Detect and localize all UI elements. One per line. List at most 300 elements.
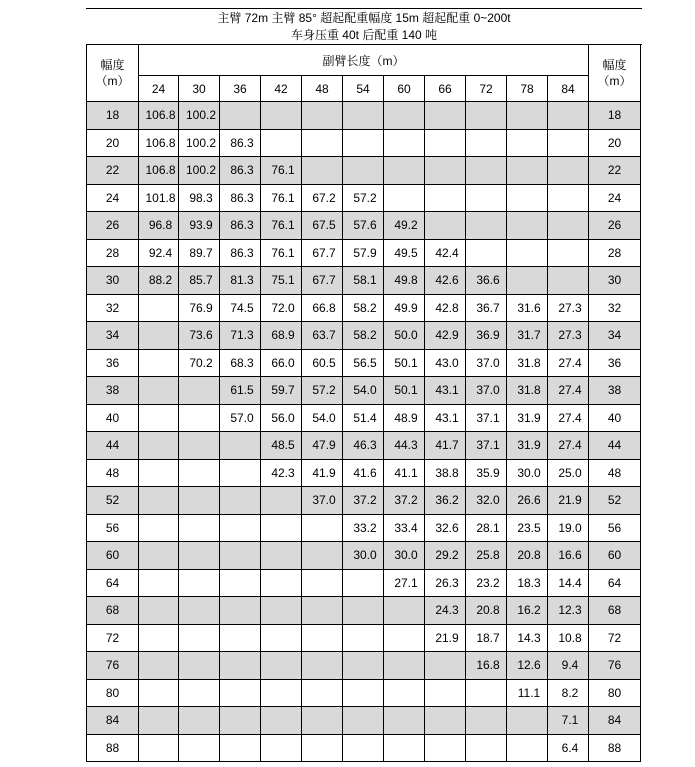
radius-left: 36 [87, 349, 139, 377]
load-cell [179, 514, 220, 542]
load-cell: 59.7 [261, 377, 302, 405]
radius-left: 34 [87, 322, 139, 350]
load-cell [302, 157, 343, 185]
load-cell: 85.7 [179, 267, 220, 295]
radius-right: 30 [589, 267, 641, 295]
load-cell: 57.2 [343, 184, 384, 212]
load-cell: 68.3 [220, 349, 261, 377]
load-cell [139, 569, 179, 597]
load-cell: 58.1 [343, 267, 384, 295]
load-cell [384, 157, 425, 185]
load-cell: 101.8 [139, 184, 179, 212]
load-cell: 67.5 [302, 212, 343, 240]
load-cell: 21.9 [425, 624, 466, 652]
radius-left: 64 [87, 569, 139, 597]
load-cell [384, 679, 425, 707]
load-cell: 73.6 [179, 322, 220, 350]
load-cell: 50.0 [384, 322, 425, 350]
load-cell [220, 514, 261, 542]
jib-length-row [87, 76, 641, 102]
load-cell: 37.2 [343, 487, 384, 515]
load-cell [384, 624, 425, 652]
load-cell [343, 707, 384, 735]
load-cell [507, 157, 548, 185]
radius-left: 84 [87, 707, 139, 735]
load-cell [261, 129, 302, 157]
load-cell: 41.6 [343, 459, 384, 487]
load-cell [220, 734, 261, 762]
load-cell [302, 129, 343, 157]
load-cell: 43.0 [425, 349, 466, 377]
load-cell [507, 184, 548, 212]
load-cell [139, 679, 179, 707]
load-cell [466, 157, 507, 185]
load-cell [425, 184, 466, 212]
caption-line-2: 车身压重 40t 后配重 140 吨 [290, 28, 438, 42]
radius-right: 36 [589, 349, 641, 377]
load-cell: 30.0 [343, 542, 384, 570]
table-row [87, 459, 641, 487]
load-cell [343, 734, 384, 762]
load-cell: 74.5 [220, 294, 261, 322]
table-row [87, 102, 641, 130]
load-cell: 18.3 [507, 569, 548, 597]
table-row [87, 184, 641, 212]
load-cell: 41.9 [302, 459, 343, 487]
radius-right: 38 [589, 377, 641, 405]
load-cell: 30.0 [384, 542, 425, 570]
table-row [87, 294, 641, 322]
load-cell [302, 652, 343, 680]
radius-right: 18 [589, 102, 641, 130]
load-cell: 7.1 [548, 707, 589, 735]
radius-right: 48 [589, 459, 641, 487]
load-cell [220, 432, 261, 460]
load-cell: 30.0 [507, 459, 548, 487]
load-cell [179, 404, 220, 432]
load-cell [261, 102, 302, 130]
load-cell: 31.9 [507, 404, 548, 432]
load-cell [384, 129, 425, 157]
load-cell: 106.8 [139, 157, 179, 185]
table-row [87, 129, 641, 157]
load-cell: 27.4 [548, 377, 589, 405]
table-row [87, 212, 641, 240]
radius-right: 40 [589, 404, 641, 432]
load-cell: 31.8 [507, 349, 548, 377]
load-cell [343, 102, 384, 130]
jib-length-8: 72 [466, 76, 507, 102]
table-row [87, 679, 641, 707]
table-row [87, 652, 641, 680]
load-cell: 60.5 [302, 349, 343, 377]
table-row [87, 267, 641, 295]
table-row [87, 349, 641, 377]
load-cell: 76.9 [179, 294, 220, 322]
load-cell: 96.8 [139, 212, 179, 240]
load-cell: 86.3 [220, 184, 261, 212]
load-cell [343, 624, 384, 652]
load-cell [548, 184, 589, 212]
load-cell: 24.3 [425, 597, 466, 625]
radius-header-right-line2: （m） [597, 74, 632, 88]
load-cell [139, 322, 179, 350]
radius-left: 44 [87, 432, 139, 460]
load-cell [548, 157, 589, 185]
load-cell: 81.3 [220, 267, 261, 295]
load-cell: 12.6 [507, 652, 548, 680]
load-cell [507, 734, 548, 762]
load-cell [261, 597, 302, 625]
table-row [87, 624, 641, 652]
load-cell: 16.8 [466, 652, 507, 680]
load-cell [425, 734, 466, 762]
radius-right: 24 [589, 184, 641, 212]
load-cell: 35.9 [466, 459, 507, 487]
load-cell [220, 542, 261, 570]
load-cell: 36.7 [466, 294, 507, 322]
radius-header-right-line1: 幅度 [602, 58, 627, 72]
load-cell [507, 102, 548, 130]
load-cell: 57.2 [302, 377, 343, 405]
load-cell [384, 184, 425, 212]
load-cell: 57.9 [343, 239, 384, 267]
radius-header-right [589, 45, 641, 102]
load-cell: 49.2 [384, 212, 425, 240]
load-cell [179, 624, 220, 652]
load-cell: 66.0 [261, 349, 302, 377]
load-cell [425, 679, 466, 707]
load-cell [139, 487, 179, 515]
load-cell: 89.7 [179, 239, 220, 267]
load-cell: 72.0 [261, 294, 302, 322]
radius-left: 18 [87, 102, 139, 130]
load-cell: 88.2 [139, 267, 179, 295]
radius-left: 20 [87, 129, 139, 157]
table-row [87, 487, 641, 515]
table-row [87, 157, 641, 185]
load-cell: 75.1 [261, 267, 302, 295]
load-cell [343, 129, 384, 157]
load-cell: 49.5 [384, 239, 425, 267]
load-cell [384, 597, 425, 625]
load-cell [261, 569, 302, 597]
jib-length-1: 30 [179, 76, 220, 102]
load-cell [139, 734, 179, 762]
load-cell: 26.6 [507, 487, 548, 515]
load-cell: 86.3 [220, 239, 261, 267]
jib-length-6: 60 [384, 76, 425, 102]
table-row [87, 239, 641, 267]
load-cell: 32.0 [466, 487, 507, 515]
load-cell: 100.2 [179, 102, 220, 130]
table-row [87, 377, 641, 405]
load-cell [220, 679, 261, 707]
radius-left: 32 [87, 294, 139, 322]
load-cell [548, 267, 589, 295]
table-row [87, 514, 641, 542]
radius-left: 24 [87, 184, 139, 212]
load-cell: 25.8 [466, 542, 507, 570]
load-cell: 86.3 [220, 157, 261, 185]
load-cell [343, 569, 384, 597]
load-cell [220, 597, 261, 625]
load-cell [343, 157, 384, 185]
radius-left: 52 [87, 487, 139, 515]
load-cell: 76.1 [261, 212, 302, 240]
load-cell [179, 487, 220, 515]
jib-length-2: 36 [220, 76, 261, 102]
load-cell: 33.2 [343, 514, 384, 542]
load-cell: 98.3 [179, 184, 220, 212]
load-cell: 33.4 [384, 514, 425, 542]
load-cell [466, 679, 507, 707]
radius-right: 60 [589, 542, 641, 570]
load-cell: 36.9 [466, 322, 507, 350]
jib-length-3: 42 [261, 76, 302, 102]
load-cell [179, 734, 220, 762]
load-cell [220, 652, 261, 680]
load-cell: 48.9 [384, 404, 425, 432]
radius-left: 80 [87, 679, 139, 707]
load-cell: 76.1 [261, 157, 302, 185]
load-cell [425, 102, 466, 130]
load-cell [139, 542, 179, 570]
jib-length-4: 48 [302, 76, 343, 102]
load-cell: 29.2 [425, 542, 466, 570]
radius-left: 48 [87, 459, 139, 487]
load-cell [507, 267, 548, 295]
load-cell [220, 569, 261, 597]
load-cell: 57.0 [220, 404, 261, 432]
load-cell [261, 514, 302, 542]
radius-right: 52 [589, 487, 641, 515]
load-cell: 42.4 [425, 239, 466, 267]
load-cell: 16.6 [548, 542, 589, 570]
load-cell: 37.0 [466, 349, 507, 377]
radius-left: 26 [87, 212, 139, 240]
load-cell: 44.3 [384, 432, 425, 460]
load-cell: 6.4 [548, 734, 589, 762]
load-cell [384, 707, 425, 735]
load-cell [179, 652, 220, 680]
load-cell [507, 129, 548, 157]
table-row [87, 569, 641, 597]
load-cell [302, 597, 343, 625]
jib-length-header: 副臂长度（m） [139, 45, 589, 76]
radius-right: 88 [589, 734, 641, 762]
load-cell [179, 597, 220, 625]
load-cell: 36.2 [425, 487, 466, 515]
load-cell: 58.2 [343, 294, 384, 322]
load-cell: 31.9 [507, 432, 548, 460]
jib-length-5: 54 [343, 76, 384, 102]
load-cell: 20.8 [466, 597, 507, 625]
load-cell: 31.8 [507, 377, 548, 405]
load-cell [466, 707, 507, 735]
load-cell: 14.3 [507, 624, 548, 652]
load-cell [220, 102, 261, 130]
radius-right: 26 [589, 212, 641, 240]
load-cell [302, 514, 343, 542]
load-cell [139, 459, 179, 487]
load-cell: 56.5 [343, 349, 384, 377]
load-cell: 19.0 [548, 514, 589, 542]
load-cell: 46.3 [343, 432, 384, 460]
radius-right: 80 [589, 679, 641, 707]
radius-right: 56 [589, 514, 641, 542]
load-cell: 16.2 [507, 597, 548, 625]
load-cell: 43.1 [425, 377, 466, 405]
radius-left: 88 [87, 734, 139, 762]
load-cell [261, 624, 302, 652]
load-cell: 25.0 [548, 459, 589, 487]
load-cell [179, 377, 220, 405]
load-cell [139, 377, 179, 405]
load-cell [261, 487, 302, 515]
radius-right: 64 [589, 569, 641, 597]
load-cell [548, 239, 589, 267]
load-cell: 42.9 [425, 322, 466, 350]
load-cell: 36.6 [466, 267, 507, 295]
table-body [87, 102, 641, 762]
load-cell: 70.2 [179, 349, 220, 377]
load-cell [139, 432, 179, 460]
load-cell: 28.1 [466, 514, 507, 542]
load-cell [384, 652, 425, 680]
load-cell [220, 459, 261, 487]
load-cell [302, 569, 343, 597]
load-cell: 27.3 [548, 294, 589, 322]
load-cell: 37.0 [466, 377, 507, 405]
load-cell [179, 569, 220, 597]
load-cell: 49.9 [384, 294, 425, 322]
load-cell: 38.8 [425, 459, 466, 487]
top-rule [86, 8, 642, 9]
load-cell: 41.1 [384, 459, 425, 487]
jib-length-10: 84 [548, 76, 589, 102]
radius-right: 32 [589, 294, 641, 322]
load-cell: 50.1 [384, 349, 425, 377]
table-row [87, 734, 641, 762]
load-cell: 106.8 [139, 102, 179, 130]
load-cell: 48.5 [261, 432, 302, 460]
load-cell [179, 432, 220, 460]
load-cell [466, 102, 507, 130]
load-cell [548, 102, 589, 130]
load-cell: 47.9 [302, 432, 343, 460]
load-cell [261, 707, 302, 735]
radius-left: 22 [87, 157, 139, 185]
radius-header-left-line2: （m） [95, 74, 130, 88]
load-cell: 27.4 [548, 349, 589, 377]
load-cell: 10.8 [548, 624, 589, 652]
radius-left: 56 [87, 514, 139, 542]
load-cell [139, 597, 179, 625]
radius-right: 68 [589, 597, 641, 625]
load-cell: 14.4 [548, 569, 589, 597]
load-cell [466, 212, 507, 240]
radius-left: 40 [87, 404, 139, 432]
radius-right: 28 [589, 239, 641, 267]
load-cell [548, 212, 589, 240]
load-cell: 92.4 [139, 239, 179, 267]
load-cell: 37.0 [302, 487, 343, 515]
load-cell [179, 679, 220, 707]
load-cell [220, 487, 261, 515]
radius-left: 72 [87, 624, 139, 652]
radius-right: 72 [589, 624, 641, 652]
load-cell: 26.3 [425, 569, 466, 597]
load-cell: 76.1 [261, 184, 302, 212]
radius-right: 84 [589, 707, 641, 735]
load-cell: 27.3 [548, 322, 589, 350]
load-cell [302, 679, 343, 707]
load-cell: 21.9 [548, 487, 589, 515]
load-cell [466, 239, 507, 267]
load-cell: 43.1 [425, 404, 466, 432]
load-cell [139, 707, 179, 735]
load-cell [302, 624, 343, 652]
load-cell: 20.8 [507, 542, 548, 570]
load-cell [261, 679, 302, 707]
load-cell: 58.2 [343, 322, 384, 350]
radius-right: 34 [589, 322, 641, 350]
load-cell [302, 707, 343, 735]
table-row [87, 597, 641, 625]
load-cell: 100.2 [179, 157, 220, 185]
load-cell: 56.0 [261, 404, 302, 432]
load-cell [302, 734, 343, 762]
load-cell [384, 734, 425, 762]
load-cell [139, 652, 179, 680]
radius-left: 76 [87, 652, 139, 680]
load-cell: 100.2 [179, 129, 220, 157]
load-cell: 11.1 [507, 679, 548, 707]
load-cell [466, 129, 507, 157]
load-cell [466, 184, 507, 212]
load-cell [466, 734, 507, 762]
load-cell [139, 294, 179, 322]
load-cell: 67.7 [302, 239, 343, 267]
load-cell: 86.3 [220, 129, 261, 157]
load-cell: 93.9 [179, 212, 220, 240]
load-cell [507, 707, 548, 735]
load-cell [139, 349, 179, 377]
load-cell: 31.6 [507, 294, 548, 322]
radius-left: 38 [87, 377, 139, 405]
load-cell: 8.2 [548, 679, 589, 707]
load-cell: 54.0 [343, 377, 384, 405]
load-cell: 67.2 [302, 184, 343, 212]
radius-header-left-line1: 幅度 [100, 58, 125, 72]
table-row [87, 404, 641, 432]
load-cell: 31.7 [507, 322, 548, 350]
load-cell: 27.1 [384, 569, 425, 597]
load-cell [179, 707, 220, 735]
load-cell: 23.2 [466, 569, 507, 597]
load-cell: 66.8 [302, 294, 343, 322]
load-cell: 54.0 [302, 404, 343, 432]
load-cell [425, 652, 466, 680]
load-cell [139, 624, 179, 652]
load-cell [384, 102, 425, 130]
load-cell: 49.8 [384, 267, 425, 295]
table-header-row-1 [87, 45, 641, 76]
radius-right: 76 [589, 652, 641, 680]
radius-left: 60 [87, 542, 139, 570]
table-row [87, 542, 641, 570]
